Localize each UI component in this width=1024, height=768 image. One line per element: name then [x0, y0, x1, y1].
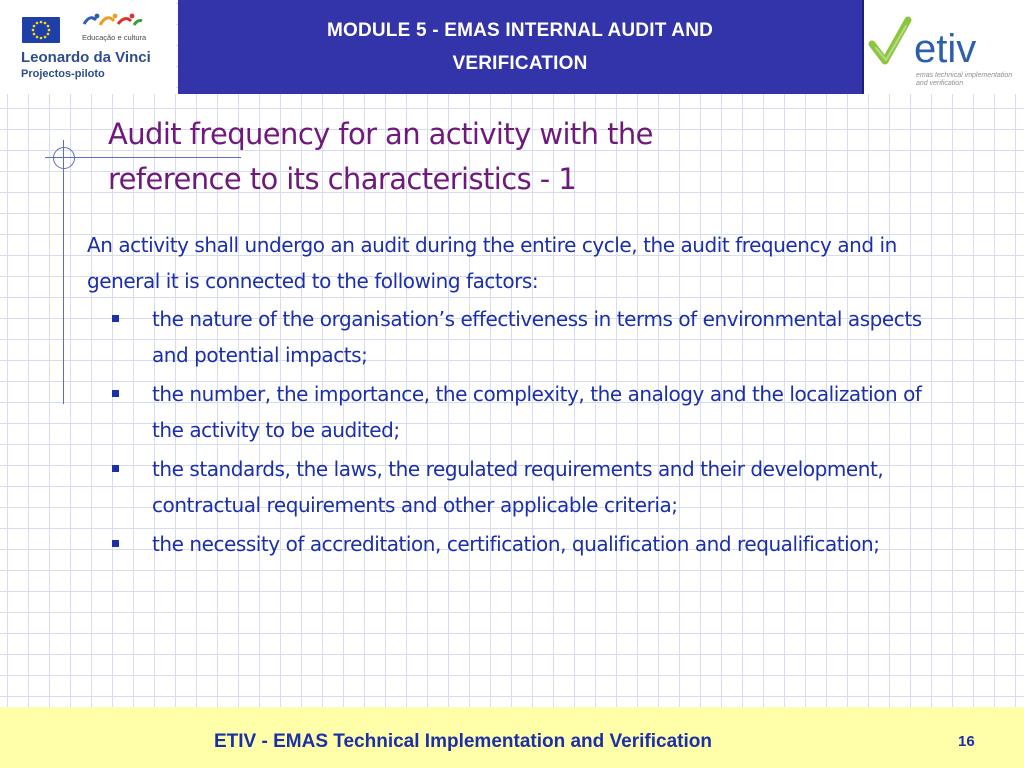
factor-list — [0, 301, 1024, 565]
module-title-banner — [178, 0, 864, 94]
etiv-wordmark — [868, 14, 1018, 70]
intro-paragraph: An activity shall undergo an audit during the entire cycle, the audit frequency and in general it is connected to the following factors: — [87, 233, 897, 293]
square-bullet-icon — [112, 540, 119, 547]
etiv-tagline — [916, 72, 1012, 88]
footer-text: ETIV - EMAS Technical Implementation and Verification — [214, 731, 712, 752]
module-title-line2: VERIFICATION — [452, 53, 588, 74]
module-title-line1: MODULE 5 - EMAS INTERNAL AUDIT AND — [326, 20, 714, 41]
leonardo-subtitle: Projectos-piloto — [21, 68, 105, 80]
list-item — [0, 526, 952, 562]
etiv-tagline-line1: emas technical implementation — [916, 72, 1013, 79]
list-item — [0, 376, 952, 448]
square-bullet-icon — [112, 315, 119, 322]
etiv-tagline-line2: and verification — [916, 80, 964, 87]
list-item-text: the standards, the laws, the regulated requirements and their development, contractual requirements and other applicable criteria; — [152, 457, 884, 517]
slide-title — [108, 112, 978, 202]
etiv-name: etiv — [914, 27, 977, 70]
list-item-text: the nature of the organisation’s effectiveness in terms of environmental aspects and potential impacts; — [152, 307, 922, 367]
decorative-circle — [53, 147, 75, 169]
list-item — [0, 301, 952, 373]
square-bullet-icon — [112, 465, 119, 472]
page-number: 16 — [958, 733, 975, 750]
leonardo-da-vinci-logo — [0, 0, 176, 94]
leonardo-title: Leonardo da Vinci — [21, 49, 151, 66]
program-caption: Educação e cultura — [82, 33, 147, 42]
list-item-text: the necessity of accreditation, certification, qualification and requalification; — [152, 532, 880, 556]
eu-flag-icon — [22, 17, 60, 43]
etiv-logo — [864, 0, 1024, 94]
checkmark-icon — [872, 20, 908, 61]
list-item-text: the number, the importance, the complexity, the analogy and the localization of the activity to be audited; — [152, 382, 922, 442]
list-item — [0, 451, 952, 523]
slide-title-line2: reference to its characteristics - 1 — [108, 162, 577, 196]
slide-title-line1: Audit frequency for an activity with the — [108, 117, 653, 151]
people-figures-icon — [80, 10, 144, 28]
square-bullet-icon — [112, 390, 119, 397]
footer-bar — [0, 707, 1024, 768]
